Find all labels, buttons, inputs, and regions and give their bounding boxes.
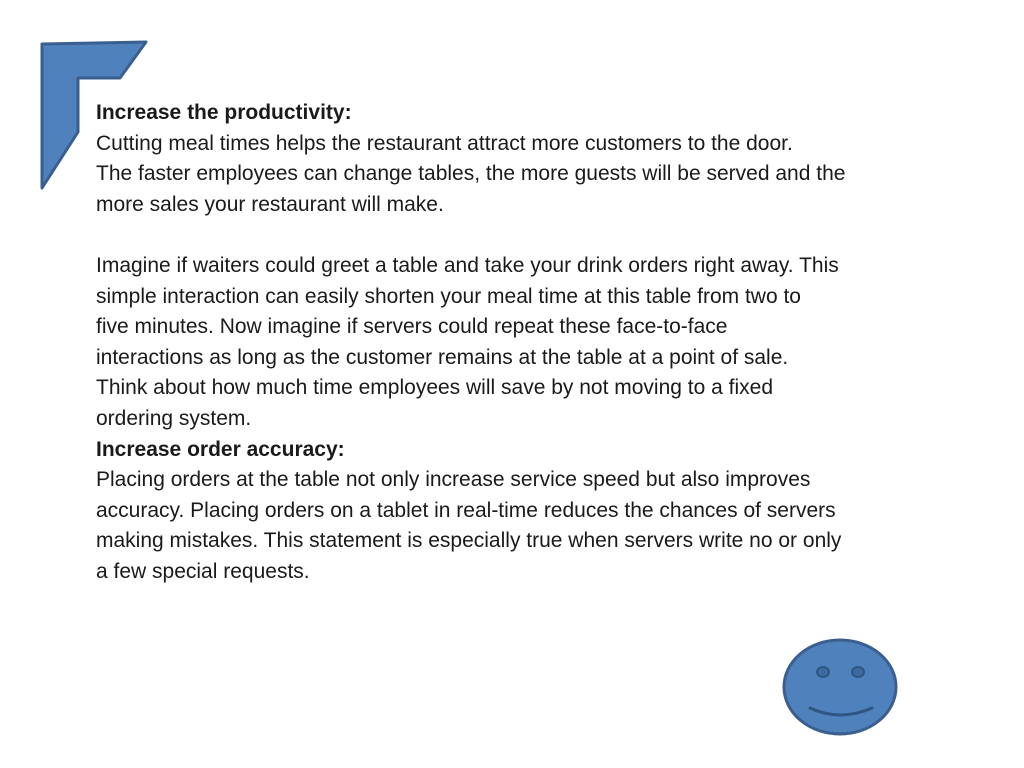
- slide-body: [96, 98, 944, 588]
- text-line: Cutting meal times helps the restaurant attract more customers to the door.: [96, 131, 793, 155]
- text-line: making mistakes. This statement is especially true when servers write no or only: [96, 529, 842, 553]
- text-line: The faster employees can change tables, the more guests will be served and the: [96, 162, 846, 186]
- text-line: ordering system.: [96, 406, 252, 430]
- text-line: five minutes. Now imagine if servers could repeat these face-to-face: [96, 315, 728, 339]
- text-line: Placing orders at the table not only increase service speed but also improves: [96, 468, 811, 492]
- text-line: Think about how much time employees will save by not moving to a fixed: [96, 376, 773, 400]
- text-line: simple interaction can easily shorten your meal time at this table from two to: [96, 284, 801, 308]
- text-line: interactions as long as the customer remains at the table at a point of sale.: [96, 345, 789, 369]
- text-line: accuracy. Placing orders on a tablet in real-time reduces the chances of servers: [96, 498, 836, 522]
- accuracy-heading: Increase order accuracy:: [96, 437, 345, 461]
- text-line: Imagine if waiters could greet a table and take your drink orders right away. This: [96, 253, 839, 277]
- paragraph-gap: [96, 220, 944, 251]
- text-line: a few special requests.: [96, 559, 310, 583]
- productivity-heading: Increase the productivity:: [96, 101, 352, 124]
- text-line: more sales your restaurant will make.: [96, 192, 444, 216]
- smiley-face-icon: [780, 636, 900, 738]
